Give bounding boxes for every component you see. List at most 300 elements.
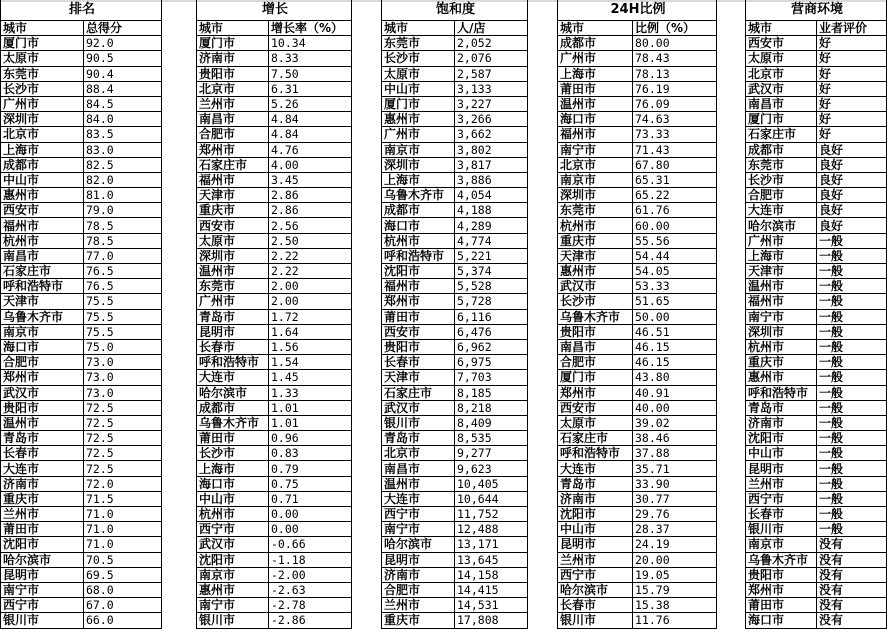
city-cell: 贵阳市 [1, 400, 84, 415]
value-cell: 3,662 [455, 127, 528, 142]
value-cell: 1.45 [269, 370, 352, 385]
city-cell: 银川市 [746, 522, 817, 537]
table-row [382, 233, 528, 248]
value-cell: 46.15 [633, 355, 717, 370]
value-cell: 0.83 [269, 446, 352, 461]
city-cell: 东莞市 [382, 36, 455, 51]
city-cell: 太原市 [197, 233, 269, 248]
city-cell: 沈阳市 [1, 537, 84, 552]
table-row [1, 279, 162, 294]
table-row [746, 537, 887, 552]
city-cell: 济南市 [1, 476, 84, 491]
city-cell: 福州市 [1, 218, 84, 233]
value-cell: 71.0 [84, 537, 162, 552]
value-cell: 65.22 [633, 188, 717, 203]
value-cell: 67.80 [633, 157, 717, 172]
table-row [746, 582, 887, 597]
city-cell: 沈阳市 [197, 552, 269, 567]
value-cell: 33.90 [633, 476, 717, 491]
value-cell: 7.50 [269, 66, 352, 81]
table-row [382, 537, 528, 552]
table-row [558, 157, 717, 172]
value-cell: 82.5 [84, 157, 162, 172]
value-cell: 4,188 [455, 203, 528, 218]
table-row [1, 36, 162, 51]
value-cell: 5,728 [455, 294, 528, 309]
value-cell: 良好 [817, 172, 887, 187]
value-cell: 0.71 [269, 491, 352, 506]
value-cell: 13,171 [455, 537, 528, 552]
city-cell: 南昌市 [197, 112, 269, 127]
table-row [558, 431, 717, 446]
column-header: 增长率（%） [269, 21, 352, 36]
table-row [197, 66, 352, 81]
value-cell: 一般 [817, 415, 887, 430]
city-cell: 中山市 [746, 446, 817, 461]
city-cell: 东莞市 [1, 66, 84, 81]
value-cell: 76.5 [84, 264, 162, 279]
city-cell: 武汉市 [746, 81, 817, 96]
value-cell: 4,054 [455, 188, 528, 203]
city-cell: 海口市 [746, 613, 817, 628]
value-cell: 8,409 [455, 415, 528, 430]
value-cell: 2.22 [269, 264, 352, 279]
value-cell: 71.0 [84, 507, 162, 522]
city-cell: 昆明市 [382, 552, 455, 567]
table-row [382, 324, 528, 339]
city-cell: 石家庄市 [558, 431, 633, 446]
value-cell: 3,817 [455, 157, 528, 172]
city-cell: 深圳市 [558, 188, 633, 203]
value-cell: 6,476 [455, 324, 528, 339]
table-row [746, 431, 887, 446]
value-cell: 15.38 [633, 598, 717, 613]
city-cell: 沈阳市 [558, 507, 633, 522]
city-cell: 武汉市 [1, 385, 84, 400]
business-environment-grid [745, 0, 887, 629]
city-cell: 南京市 [197, 567, 269, 582]
city-cell: 长春市 [197, 339, 269, 354]
value-cell: 一般 [817, 431, 887, 446]
table-row [382, 294, 528, 309]
table-row [382, 370, 528, 385]
value-cell: 40.91 [633, 385, 717, 400]
value-cell: 2.50 [269, 233, 352, 248]
value-cell: 84.0 [84, 112, 162, 127]
value-cell: 一般 [817, 491, 887, 506]
value-cell: 88.4 [84, 81, 162, 96]
table-row [382, 507, 528, 522]
city-cell: 呼和浩特市 [746, 385, 817, 400]
value-cell: 54.44 [633, 248, 717, 263]
city-cell: 天津市 [746, 264, 817, 279]
value-cell: 66.0 [84, 613, 162, 628]
city-cell: 中山市 [197, 491, 269, 506]
table-row [197, 248, 352, 263]
value-cell: 60.00 [633, 218, 717, 233]
city-cell: 昆明市 [558, 537, 633, 552]
city-cell: 杭州市 [197, 507, 269, 522]
city-cell: 西宁市 [1, 598, 84, 613]
table-row [746, 355, 887, 370]
table-row [197, 598, 352, 613]
city-cell: 广州市 [197, 294, 269, 309]
value-cell: 14,415 [455, 582, 528, 597]
value-cell: 72.5 [84, 461, 162, 476]
table-row [197, 613, 352, 628]
city-cell: 济南市 [558, 491, 633, 506]
city-cell: 北京市 [197, 81, 269, 96]
value-cell: 好 [817, 81, 887, 96]
value-cell: 良好 [817, 157, 887, 172]
city-cell: 贵阳市 [558, 324, 633, 339]
city-cell: 西安市 [558, 400, 633, 415]
table-row [197, 218, 352, 233]
value-cell: 82.0 [84, 172, 162, 187]
ranking-table [0, 0, 162, 629]
value-cell: 79.0 [84, 203, 162, 218]
table-row [197, 188, 352, 203]
value-cell: 好 [817, 51, 887, 66]
value-cell: 0.00 [269, 507, 352, 522]
city-cell: 郑州市 [197, 142, 269, 157]
city-cell: 东莞市 [746, 157, 817, 172]
city-cell: 温州市 [382, 476, 455, 491]
value-cell: 11,752 [455, 507, 528, 522]
city-cell: 成都市 [558, 36, 633, 51]
table-title: 24H比例 [558, 0, 717, 21]
value-cell: 13,645 [455, 552, 528, 567]
city-cell: 杭州市 [558, 218, 633, 233]
city-cell: 上海市 [558, 66, 633, 81]
value-cell: 6,962 [455, 339, 528, 354]
value-cell: 30.77 [633, 491, 717, 506]
table-row [197, 157, 352, 172]
value-cell: 24.19 [633, 537, 717, 552]
city-cell: 重庆市 [558, 233, 633, 248]
table-row [1, 370, 162, 385]
city-cell: 合肥市 [197, 127, 269, 142]
value-cell: 83.0 [84, 142, 162, 157]
value-cell: 71.5 [84, 491, 162, 506]
table-row [197, 36, 352, 51]
value-cell: 2,076 [455, 51, 528, 66]
value-cell: 3,886 [455, 172, 528, 187]
value-cell: 35.71 [633, 461, 717, 476]
table-row [558, 415, 717, 430]
city-cell: 莆田市 [197, 431, 269, 446]
table-row [558, 96, 717, 111]
table-row [1, 188, 162, 203]
table-row [1, 461, 162, 476]
city-cell: 武汉市 [197, 537, 269, 552]
city-cell: 广州市 [746, 233, 817, 248]
table-row [558, 51, 717, 66]
value-cell: 12,488 [455, 522, 528, 537]
city-cell: 银川市 [197, 613, 269, 628]
table-row [197, 476, 352, 491]
city-cell: 天津市 [197, 188, 269, 203]
value-cell: 78.43 [633, 51, 717, 66]
table-row [558, 112, 717, 127]
table-row [382, 552, 528, 567]
city-cell: 太原市 [558, 415, 633, 430]
table-row [197, 264, 352, 279]
table-row [1, 51, 162, 66]
value-cell: 1.64 [269, 324, 352, 339]
value-cell: 一般 [817, 522, 887, 537]
city-cell: 哈尔滨市 [197, 385, 269, 400]
city-cell: 厦门市 [746, 112, 817, 127]
table-row [558, 188, 717, 203]
value-cell: 5,374 [455, 264, 528, 279]
value-cell: 没有 [817, 613, 887, 628]
city-cell: 贵阳市 [746, 567, 817, 582]
city-cell: 太原市 [746, 51, 817, 66]
value-cell: 3,133 [455, 81, 528, 96]
table-row [197, 96, 352, 111]
city-cell: 乌鲁木齐市 [197, 415, 269, 430]
value-cell: 一般 [817, 370, 887, 385]
table-row [382, 446, 528, 461]
city-cell: 大连市 [746, 203, 817, 218]
value-cell: 一般 [817, 264, 887, 279]
saturation-table [381, 0, 528, 629]
city-cell: 深圳市 [746, 324, 817, 339]
table-row [558, 142, 717, 157]
table-row [558, 66, 717, 81]
city-cell: 厦门市 [558, 370, 633, 385]
value-cell: -2.00 [269, 567, 352, 582]
city-cell: 大连市 [382, 491, 455, 506]
value-cell: 78.5 [84, 233, 162, 248]
table-title: 饱和度 [382, 0, 528, 21]
value-cell: 73.0 [84, 385, 162, 400]
table-row [558, 522, 717, 537]
table-row [1, 355, 162, 370]
table-row [197, 370, 352, 385]
city-cell: 东莞市 [558, 203, 633, 218]
city-cell: 郑州市 [558, 385, 633, 400]
table-row [197, 324, 352, 339]
value-cell: 良好 [817, 203, 887, 218]
value-cell: 84.5 [84, 96, 162, 111]
city-cell: 惠州市 [746, 370, 817, 385]
table-row [382, 36, 528, 51]
city-cell: 长沙市 [558, 294, 633, 309]
table-row [382, 476, 528, 491]
table-row [746, 142, 887, 157]
value-cell: 14,531 [455, 598, 528, 613]
value-cell: 一般 [817, 385, 887, 400]
city-cell: 莆田市 [746, 598, 817, 613]
city-cell: 长沙市 [746, 172, 817, 187]
city-cell: 海口市 [197, 476, 269, 491]
city-cell: 南昌市 [1, 248, 84, 263]
city-cell: 长沙市 [382, 51, 455, 66]
table-row [558, 446, 717, 461]
table-row [558, 613, 717, 628]
table-row [1, 415, 162, 430]
city-cell: 长春市 [558, 598, 633, 613]
value-cell: 没有 [817, 537, 887, 552]
column-header: 业者评价 [817, 21, 887, 36]
city-cell: 上海市 [746, 248, 817, 263]
city-cell: 南宁市 [1, 582, 84, 597]
city-cell: 重庆市 [197, 203, 269, 218]
table-row [558, 552, 717, 567]
value-cell: 43.80 [633, 370, 717, 385]
table-row [382, 522, 528, 537]
city-cell: 兰州市 [382, 598, 455, 613]
city-cell: 合肥市 [1, 355, 84, 370]
value-cell: 76.09 [633, 96, 717, 111]
city-cell: 石家庄市 [1, 264, 84, 279]
city-cell: 深圳市 [197, 248, 269, 263]
table-row [382, 248, 528, 263]
value-cell: 一般 [817, 294, 887, 309]
city-cell: 福州市 [558, 127, 633, 142]
table-row [382, 309, 528, 324]
value-cell: 3,227 [455, 96, 528, 111]
table-row [746, 309, 887, 324]
value-cell: 14,158 [455, 567, 528, 582]
value-cell: 一般 [817, 279, 887, 294]
city-cell: 青岛市 [558, 476, 633, 491]
table-row [197, 400, 352, 415]
value-cell: 67.0 [84, 598, 162, 613]
city-cell: 北京市 [746, 66, 817, 81]
table-row [197, 552, 352, 567]
city-cell: 成都市 [746, 142, 817, 157]
city-cell: 太原市 [382, 66, 455, 81]
city-cell: 长沙市 [1, 81, 84, 96]
city-cell: 石家庄市 [382, 385, 455, 400]
value-cell: 4.00 [269, 157, 352, 172]
city-cell: 西安市 [382, 324, 455, 339]
value-cell: 3,802 [455, 142, 528, 157]
city-cell: 郑州市 [382, 294, 455, 309]
city-cell: 上海市 [382, 172, 455, 187]
table-row [382, 415, 528, 430]
table-row [382, 127, 528, 142]
city-cell: 贵阳市 [382, 339, 455, 354]
value-cell: 3,266 [455, 112, 528, 127]
city-cell: 厦门市 [197, 36, 269, 51]
city-cell: 济南市 [382, 567, 455, 582]
column-header: 城市 [197, 21, 269, 36]
value-cell: -2.78 [269, 598, 352, 613]
value-cell: 7,703 [455, 370, 528, 385]
city-cell: 长春市 [746, 507, 817, 522]
city-cell: 乌鲁木齐市 [1, 309, 84, 324]
city-cell: 天津市 [1, 294, 84, 309]
table-row [197, 567, 352, 582]
city-cell: 西宁市 [746, 491, 817, 506]
value-cell: 75.5 [84, 294, 162, 309]
city-cell: 沈阳市 [382, 264, 455, 279]
value-cell: 39.02 [633, 415, 717, 430]
table-row [558, 36, 717, 51]
table-row [197, 294, 352, 309]
value-cell: 19.05 [633, 567, 717, 582]
value-cell: 4.84 [269, 112, 352, 127]
table-row [382, 142, 528, 157]
table-row [558, 233, 717, 248]
value-cell: 一般 [817, 233, 887, 248]
table-row [558, 461, 717, 476]
value-cell: 54.05 [633, 264, 717, 279]
value-cell: 71.0 [84, 522, 162, 537]
city-cell: 济南市 [746, 415, 817, 430]
value-cell: 6.31 [269, 81, 352, 96]
value-cell: 75.5 [84, 324, 162, 339]
city-cell: 广州市 [558, 51, 633, 66]
city-cell: 南昌市 [558, 339, 633, 354]
city-cell: 长沙市 [197, 446, 269, 461]
city-cell: 呼和浩特市 [197, 355, 269, 370]
city-cell: 福州市 [382, 279, 455, 294]
city-cell: 昆明市 [197, 324, 269, 339]
value-cell: 73.33 [633, 127, 717, 142]
table-row [1, 172, 162, 187]
table-row [197, 507, 352, 522]
value-cell: 1.01 [269, 400, 352, 415]
city-cell: 兰州市 [558, 552, 633, 567]
city-cell: 西宁市 [197, 522, 269, 537]
value-cell: 8,218 [455, 400, 528, 415]
business-environment-table [745, 0, 887, 629]
value-cell: 11.76 [633, 613, 717, 628]
value-cell: 72.5 [84, 446, 162, 461]
value-cell: 70.5 [84, 552, 162, 567]
city-cell: 郑州市 [1, 370, 84, 385]
table-row [382, 598, 528, 613]
city-cell: 济南市 [197, 51, 269, 66]
table-row [1, 446, 162, 461]
value-cell: 76.19 [633, 81, 717, 96]
table-row [746, 51, 887, 66]
city-cell: 西安市 [197, 218, 269, 233]
table-title: 排名 [1, 0, 162, 21]
value-cell: 77.0 [84, 248, 162, 263]
table-row [558, 507, 717, 522]
value-cell: 75.0 [84, 339, 162, 354]
city-cell: 青岛市 [382, 431, 455, 446]
value-cell: 1.54 [269, 355, 352, 370]
value-cell: 9,623 [455, 461, 528, 476]
city-cell: 温州市 [1, 415, 84, 430]
city-cell: 大连市 [197, 370, 269, 385]
table-row [746, 446, 887, 461]
value-cell: 4,289 [455, 218, 528, 233]
table-row [197, 127, 352, 142]
table-row [1, 233, 162, 248]
city-cell: 银川市 [558, 613, 633, 628]
city-cell: 重庆市 [382, 613, 455, 628]
value-cell: 9,277 [455, 446, 528, 461]
value-cell: 76.5 [84, 279, 162, 294]
city-cell: 石家庄市 [746, 127, 817, 142]
city-cell: 呼和浩特市 [1, 279, 84, 294]
table-title: 增长 [197, 0, 352, 21]
table-row [197, 446, 352, 461]
city-cell: 深圳市 [382, 157, 455, 172]
column-header: 城市 [558, 21, 633, 36]
table-row [746, 157, 887, 172]
city-cell: 郑州市 [746, 582, 817, 597]
table-row [1, 400, 162, 415]
